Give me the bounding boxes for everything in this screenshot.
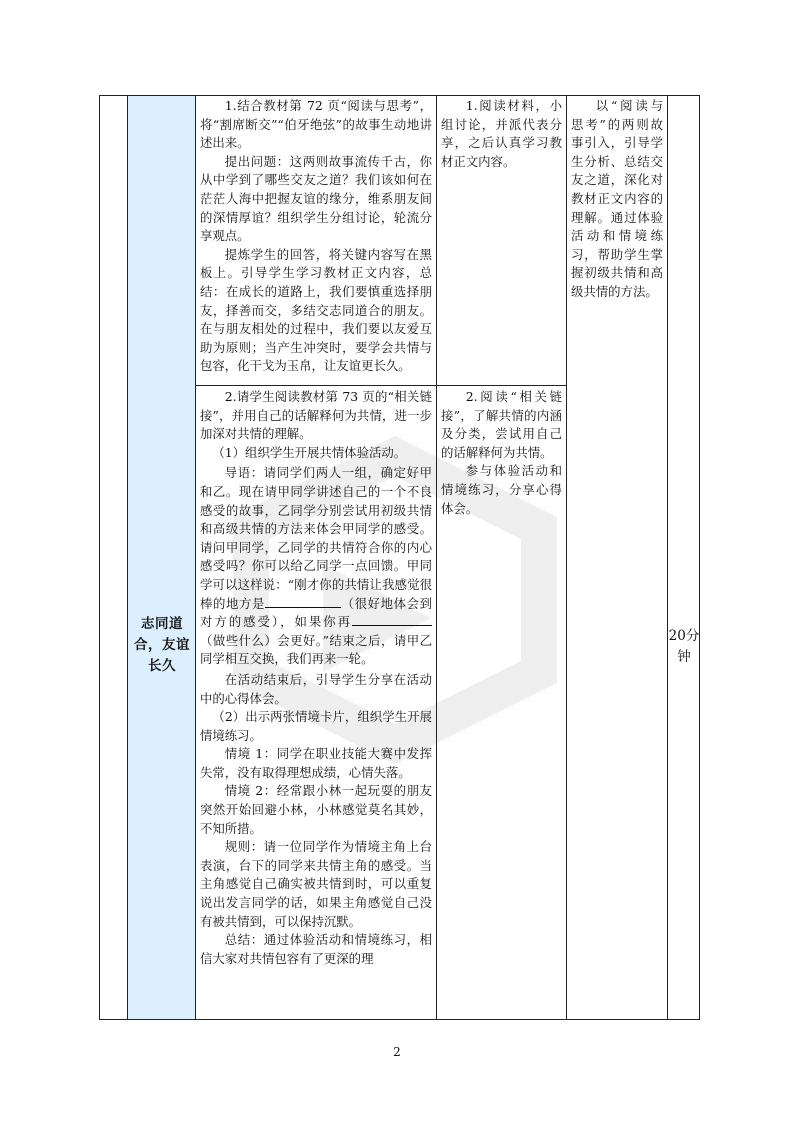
time-label: 20分钟 — [668, 628, 700, 665]
row-divider — [195, 385, 567, 386]
teacher-activity-cell-2 — [200, 388, 432, 968]
design-intent-text: 以“阅读与思考”的两则故事引入，引导学生分析、总结交友之道，深化对教材正文内容的理解。通过体验活动和情境练习，帮助学生掌握初级共情和高级共情的方法。 — [571, 98, 663, 299]
teacher-paragraph: 1.结合教材第 72 页“阅读与思考”，将“割席断交”“伯牙绝弦”的故事生动地讲述出来。 — [200, 98, 432, 151]
student-paragraph: 参与体验活动和情境练习，分享心得体会。 — [441, 463, 562, 516]
table-divider — [436, 96, 437, 1019]
teacher-paragraph: 2.请学生阅读教材第 73 页的“相关链接”，并用自己的话解释何为共情，进一步加深对共情的理解。 — [200, 389, 432, 442]
stage-column-highlight — [128, 96, 196, 1019]
teacher-paragraph: 情境 2：经常跟小林一起玩耍的朋友突然开始回避小林，小林感觉莫名其妙，不知所措。 — [200, 783, 432, 836]
lesson-plan-table — [99, 95, 700, 1020]
design-intent-cell — [571, 97, 663, 302]
teacher-paragraph: （2）出示两张情境卡片，组织学生开展情境练习。 — [200, 709, 432, 743]
student-activity-cell-2 — [441, 388, 562, 518]
teacher-paragraph — [200, 464, 432, 669]
fill-in-blank — [352, 613, 432, 626]
teacher-paragraph: 在活动结束后，引导学生分享在活动中的心得体会。 — [200, 671, 432, 706]
teacher-paragraph: 提出问题：这两则故事流传千古，你从中学到了哪些交友之道？我们该如何在茫茫人海中把握友谊的缘分，维系朋友间的深情厚谊？组织学生分组讨论，轮流分享观点。 — [200, 153, 432, 244]
teacher-activity-cell-1 — [200, 97, 432, 376]
table-divider — [195, 96, 196, 1019]
stage-label: 志同道合，友谊长久 — [134, 616, 190, 674]
student-paragraph: 1.阅读材料，小组讨论，并派代表分享，之后认真学习教材正文内容。 — [441, 98, 562, 169]
teacher-paragraph: 规则：请一位同学作为情境主角上台表演，台下的同学来共情主角的感受。当主角感觉自己确实被共情到时，可以重复说出发言同学的话，如果主角感觉自己没有被共情到，可以保持沉默。 — [200, 839, 432, 929]
guide-text: （很好地体会到对方的感受），如果你再 — [200, 595, 432, 630]
teacher-paragraph: （1）组织学生开展共情体验活动。 — [212, 444, 407, 460]
teacher-paragraph: 总结：通过体验活动和情境练习，相信大家对共情包容有了更深的理 — [200, 932, 432, 966]
teacher-paragraph: 情境 1：同学在职业技能大赛中发挥失常，没有取得理想成绩，心情失落。 — [200, 746, 432, 780]
teacher-paragraph: 提炼学生的回答，将关键内容写在黑板上。引导学生学习教材正文内容，总结：在成长的道路上，我们要慎重选择朋友，择善而交，多结交志同道合的朋友。在与朋友相处的过程中，我们要以友爱互助为原则；当产生冲突时，要学会共情与包容，化干戈为玉帛，让友谊更长久。 — [200, 246, 432, 374]
page-number: 2 — [393, 1045, 401, 1059]
student-activity-cell-1 — [441, 97, 562, 171]
table-divider — [127, 96, 128, 1019]
guide-text: （做些什么）会更好。”结束之后，请甲乙同学相互交换，我们再来一轮。 — [200, 632, 432, 667]
fill-in-blank — [265, 595, 341, 608]
student-paragraph: 2.阅读“相关链接”，了解共情的内涵及分类，尝试用自己的话解释何为共情。 — [441, 389, 562, 460]
table-divider — [667, 96, 668, 1019]
guide-text: 导语：请同学们两人一组，确定好甲和乙。现在请甲同学讲述自己的一个不良感受的故事，乙同学分别尝试用初级共情和高级共情的方法来体会甲同学的感受。请问甲同学，乙同学的共情符合你的内心感受吗？你可以给乙同学一点回馈。甲同学可以这样说：“刚才你的共情让我感觉很棒的地方是 — [200, 465, 432, 611]
table-divider — [566, 96, 567, 1019]
